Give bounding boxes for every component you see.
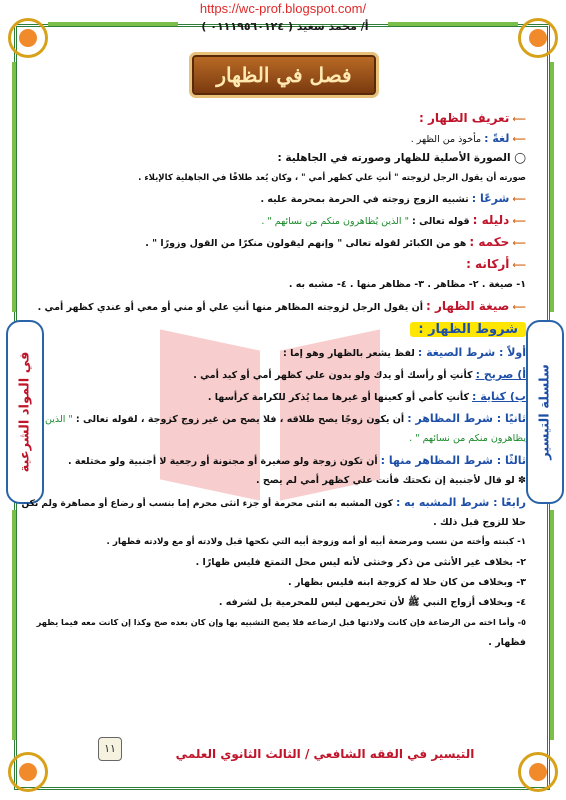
note-3: ٣- وبخلاف من كان حلا له كزوجة ابنه فليس بظهار . <box>288 577 526 588</box>
corner-ornament <box>8 18 48 58</box>
dalil-line: ⟵ دليله : قوله تعالى : " الذين يُظاهرون منكم من نسائهم " . <box>261 213 526 227</box>
vine-decoration <box>550 510 554 740</box>
page-number: ١١ <box>98 737 122 761</box>
author-credit: أ/ محمد سعيد ( ٠١١١٩٥٦٠١٢٤ ) <box>201 20 369 33</box>
condition-1: أولاً : شرط الصيغة : لفظ يشعر بالظهار وهو إما : <box>283 346 526 359</box>
condition-2-verse: يظاهرون منكم من نسائهم " . <box>409 433 526 444</box>
hukm-line: ⟵ حكمه : هو من الكبائر لقوله تعالى " وإنهم ليقولون منكرًا من القول وزورًا " . <box>145 235 526 249</box>
lugha-line: ⟵ لغةً : مأخوذ من الظهر . <box>410 132 526 145</box>
corner-ornament <box>518 752 558 792</box>
note-4: ٤- وبخلاف أزواج النبي ﷺ لأن تحريمهن ليس للمحرمية بل لشرفه . <box>218 597 526 608</box>
condition-1b: ب) كناية : كأنتِ كأمي أو كعينها أو غيرها مما يُذكر للكرامة كرأسها . <box>207 390 526 403</box>
note-2: ٢- بخلاف غير الأنثى من ذكر وخنثى لأنه ليس محل التمتع فليس ظهارًا . <box>195 557 526 568</box>
vine-decoration <box>12 62 16 312</box>
title-banner <box>192 55 376 95</box>
arkan-items: ١- صيغة . ٢- مظاهر . ٣- مظاهر منها . ٤- مشبه به . <box>288 279 526 290</box>
subject-name: في المواد الشرعية <box>17 351 33 473</box>
condition-4: رابعًا : شرط المشبه به : كون المشبه به انثى محرمة أو جزء انثى محرم إما بنسب أو رضاع أو مصاهرة ولم تكن <box>21 496 526 509</box>
note-5: ٥- وأما اخته من الرضاعة فإن كانت ولادتها قبل ارضاعه فلا يصح التشبيه بها وإن كان بعده صح وكذا إن كانت معه فيما يظهر <box>36 617 526 627</box>
note-5-cont: فظهار . <box>488 637 526 648</box>
conditions-banner-line <box>40 322 526 337</box>
condition-3: ثالثًا : شرط المظاهر منها : أن تكون زوجة ولو صغيرة أو مجنونة أو رجعية لا أجنبية ولو مختلعة . <box>68 454 526 467</box>
series-name: سلسلة التيسير <box>537 364 553 460</box>
page-title: فصل في الظهار <box>216 63 352 87</box>
corner-ornament <box>518 18 558 58</box>
vine-decoration <box>12 510 16 740</box>
arkan-heading: ⟵ أركانه : <box>466 257 526 271</box>
vine-decoration <box>550 62 554 312</box>
origin-heading: ◯ الصورة الأصلية للظهار وصورته في الجاهلية : <box>277 152 526 164</box>
origin-text: صورته أن يقول الرجل لزوجته " أنتِ علي كظهر أمي " ، وكان يُعد طلاقًا في الجاهلية كالإيلاء . <box>138 173 526 183</box>
condition-1a: أ) صريح : كأنتِ أو رأسك أو يدك ولو بدون علي كظهر أمي أو كيد أمي . <box>193 368 526 381</box>
condition-3-note: ✽ لو قال لأجنبية إن نكحتك فأنت علي كظهر أمي لم يصح . <box>255 475 526 486</box>
left-side-label <box>6 320 44 504</box>
footer-title: التيسير في الفقه الشافعي / الثالث الثانوي العلمي <box>175 747 475 761</box>
definition-heading: ⟵ تعريف الظهار : <box>419 111 526 125</box>
shar-line: ⟵ شرعًا : تشبيه الزوج زوجته في الحرمة بمحرمة عليه . <box>260 192 526 205</box>
blog-url: https://wc-prof.blogspot.com/ <box>199 1 367 16</box>
note-1: ١- كبنته وأخته من نسب ومرضعة أبيه أو أمه وزوجة أبيه التي نكحها قبل ولادته أو مع ولادته فظهار . <box>106 537 526 547</box>
conditions-banner: شروط الظهار : <box>410 322 526 337</box>
sigha-line: ⟵ صيغة الظهار : أن يقول الرجل لزوجته المظاهر منها أنتِ علي أو مني أو معي أو عندي كظهر أمي . <box>37 299 526 313</box>
condition-4-cont: حلا للزوج قبل ذلك . <box>433 517 526 528</box>
condition-2: ثانيًا : شرط المظاهر : أن يكون زوجًا يصح طلاقه ، فلا يصح من غير زوج كزوجة ، لقوله تعالى : " الذين <box>45 412 526 425</box>
corner-ornament <box>8 752 48 792</box>
right-side-label <box>526 320 564 504</box>
